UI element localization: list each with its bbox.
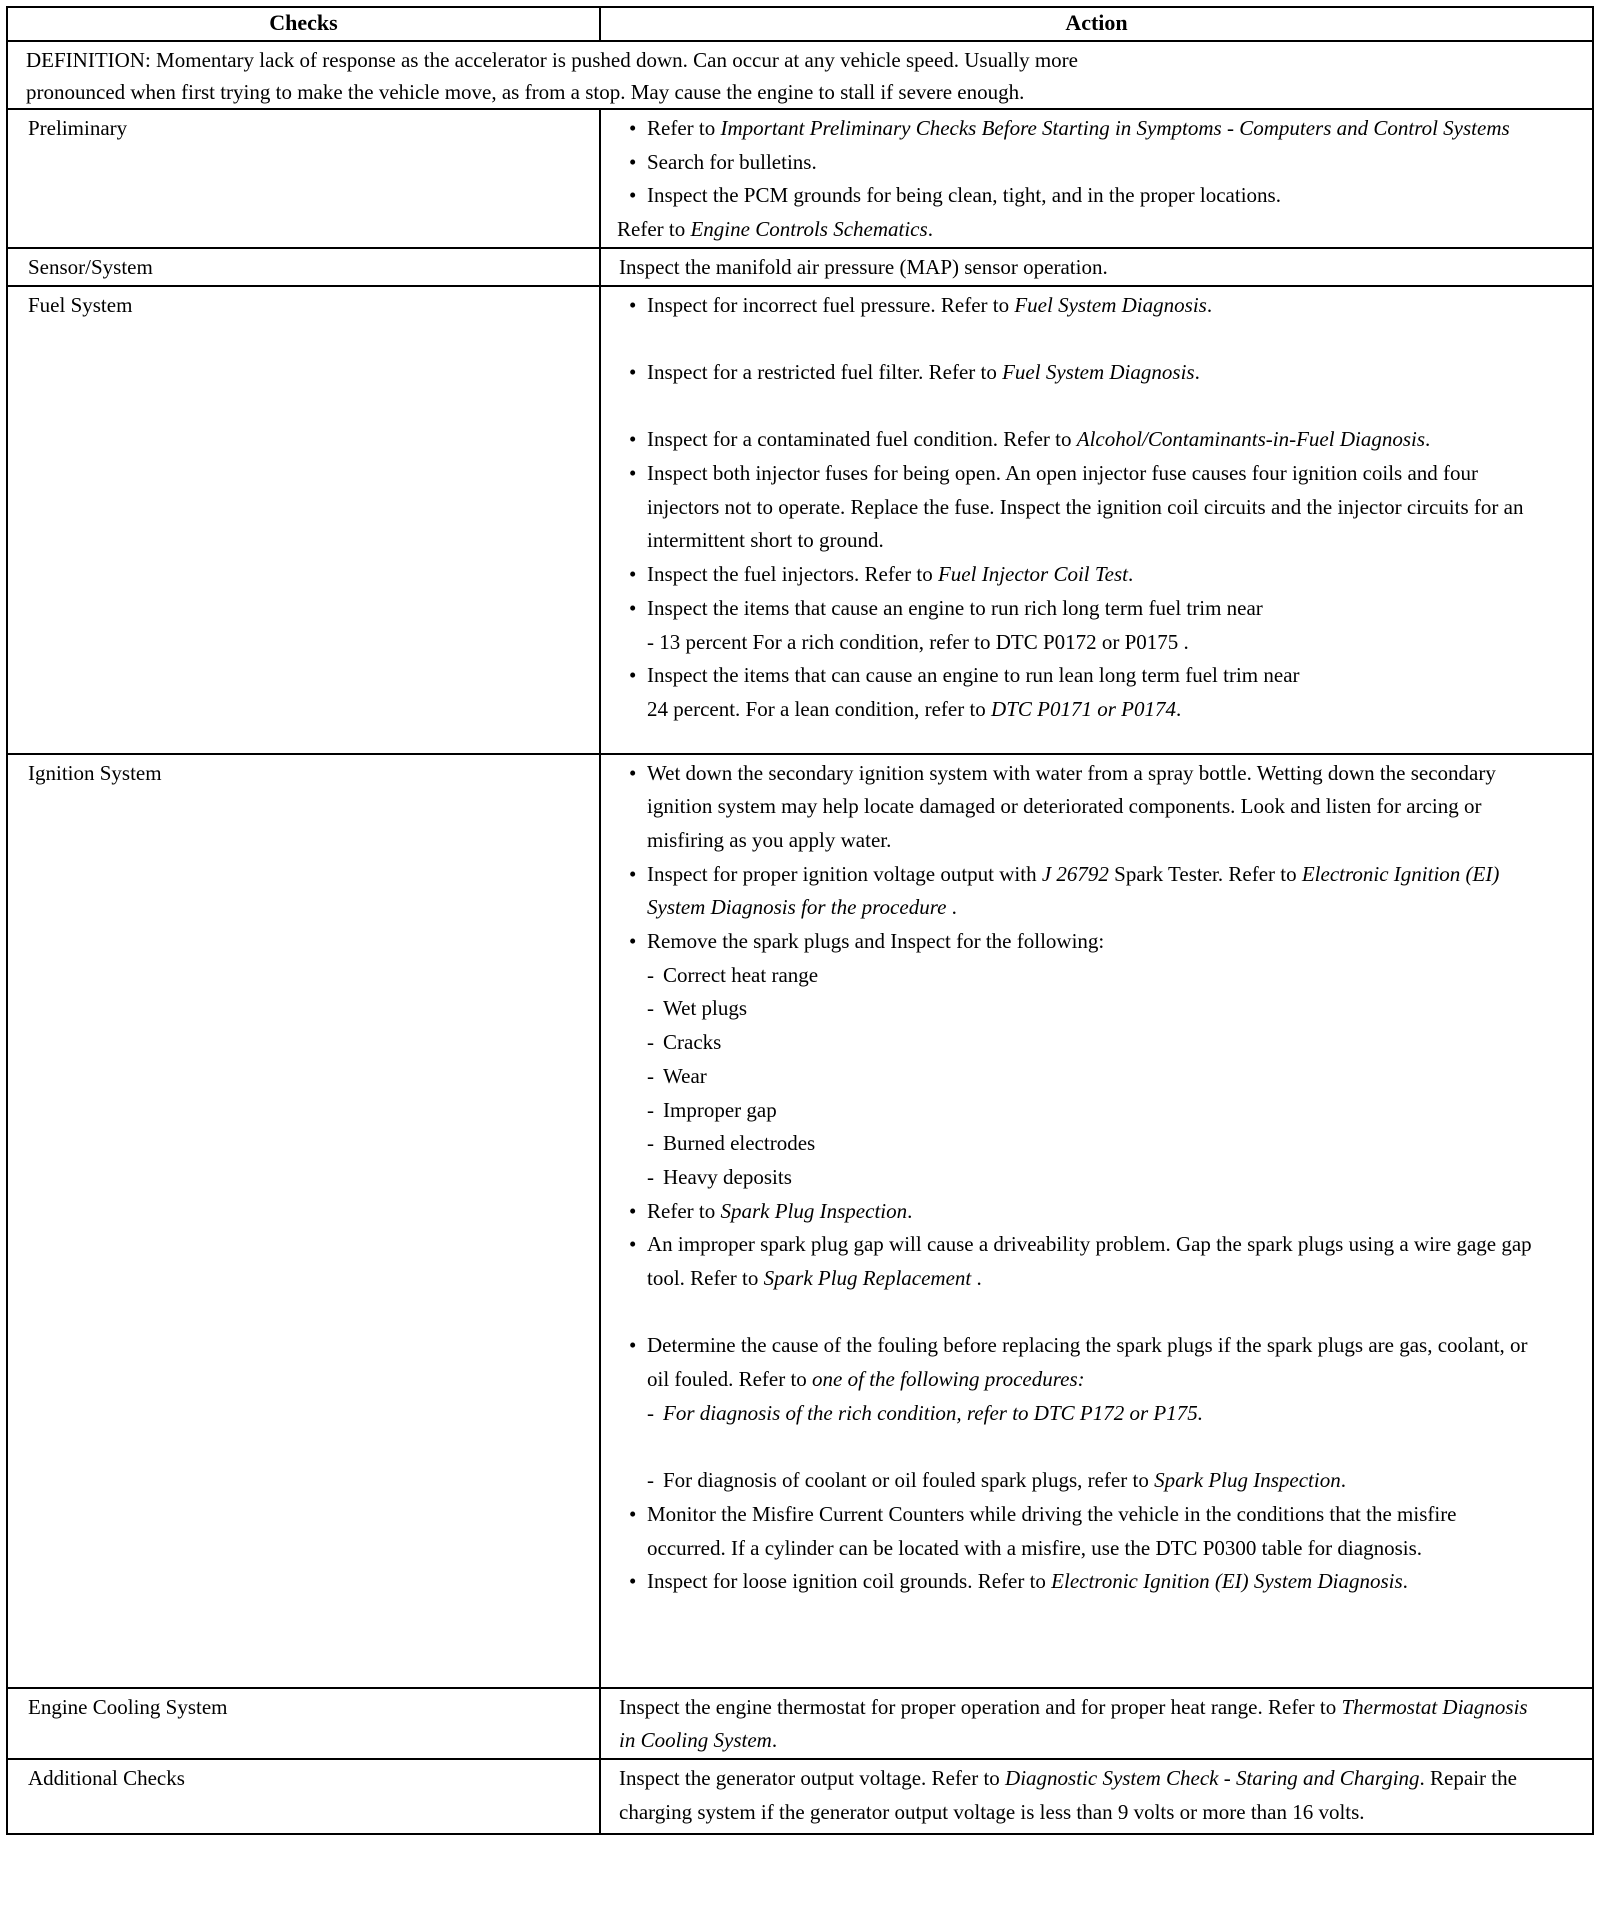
reference-link[interactable]: DTC P0171 or P0174	[991, 696, 1176, 721]
list-item: • Inspect the PCM grounds for being clean, tight, and in the proper locations.	[619, 179, 1532, 213]
reference-link[interactable]: Electronic Ignition (EI) System Diagnosis	[1051, 1569, 1403, 1594]
sub-item: - Correct heat range	[619, 959, 1532, 993]
reference-link[interactable]: Spark Plug Inspection	[1154, 1468, 1341, 1493]
table-row	[7, 1759, 1593, 1834]
reference-link[interactable]: Fuel System Diagnosis	[1014, 292, 1207, 317]
reference-link[interactable]: Electronic Ignition (EI) System Diagnosis for the procedure	[647, 861, 1500, 920]
tool-reference: J 26792	[1041, 861, 1109, 886]
list-item: • Search for bulletins.	[619, 146, 1532, 180]
list-item: • Inspect for a contaminated fuel condition. Refer to Alcohol/Contaminants-in-Fuel Diagnosis.	[619, 423, 1532, 457]
list-item: • An improper spark plug gap will cause a driveability problem. Gap the spark plugs using a wire gage gap tool. Refer to Spark Plug Replacement .	[619, 1228, 1532, 1295]
list-item: • Inspect for incorrect fuel pressure. Refer to Fuel System Diagnosis.	[619, 289, 1532, 323]
checks-header: Checks	[7, 7, 600, 41]
check-ignition-system: Ignition System	[7, 754, 600, 1688]
reference-link[interactable]: Diagnostic System Check - Staring and Charging	[1005, 1765, 1420, 1790]
list-item: • Monitor the Misfire Current Counters while driving the vehicle in the conditions that the misfire occurred. If a cylinder can be located with a misfire, use the DTC P0300 table for diagnosis.	[619, 1498, 1532, 1565]
header-row	[7, 7, 1593, 41]
list-item: • Inspect both injector fuses for being open. An open injector fuse causes four ignition coils and four injectors not to operate. Replace the fuse. Inspect the ignition coil circuits and the injector circuits for an intermittent short to ground.	[619, 457, 1532, 558]
sub-item: - For diagnosis of coolant or oil fouled spark plugs, refer to Spark Plug Inspection.	[619, 1464, 1532, 1498]
reference-link[interactable]: Engine Controls Schematics	[690, 217, 928, 242]
action-engine-cooling: Inspect the engine thermostat for proper operation and for proper heat range. Refer to Thermostat Diagnosis in Cooling System.	[600, 1688, 1593, 1759]
list-item: • Inspect for a restricted fuel filter. Refer to Fuel System Diagnosis.	[619, 356, 1532, 390]
list-item: • Wet down the secondary ignition system with water from a spray bottle. Wetting down the secondary ignition system may help locate damaged or deteriorated components. Look and listen for arcing or misfiring as you apply water.	[619, 757, 1532, 858]
reference-link[interactable]: Fuel System Diagnosis	[1002, 359, 1195, 384]
table-row	[7, 286, 1593, 754]
reference-link[interactable]: Spark Plug Replacement	[763, 1266, 972, 1291]
table-row	[7, 109, 1593, 248]
list-item: • Inspect the fuel injectors. Refer to Fuel Injector Coil Test.	[619, 558, 1532, 592]
list-item: • Remove the spark plugs and Inspect for the following:	[619, 925, 1532, 959]
sub-item: - Wear	[619, 1060, 1532, 1094]
list-item-continuation: 24 percent. For a lean condition, refer to DTC P0171 or P0174.	[647, 696, 1182, 721]
list-item: • Inspect for loose ignition coil grounds. Refer to Electronic Ignition (EI) System Diagnosis.	[619, 1565, 1532, 1599]
check-sensor-system: Sensor/System	[7, 248, 600, 286]
sub-item: - Burned electrodes	[619, 1127, 1532, 1161]
sub-item: - For diagnosis of the rich condition, refer to DTC P172 or P175.	[619, 1397, 1532, 1431]
definition-row	[7, 41, 1593, 109]
sub-item: - Cracks	[619, 1026, 1532, 1060]
diagnostic-table-page	[6, 6, 1592, 1835]
check-preliminary: Preliminary	[7, 109, 600, 248]
list-item: • Refer to Spark Plug Inspection.	[619, 1195, 1532, 1229]
action-header: Action	[600, 7, 1593, 41]
reference-link[interactable]: Spark Plug Inspection	[720, 1198, 908, 1223]
reference-link[interactable]: Important Preliminary Checks Before Starting in Symptoms - Computers and Control Systems	[720, 116, 1510, 140]
action-sensor-system: Inspect the manifold air pressure (MAP) sensor operation.	[600, 248, 1593, 286]
definition-line-2: pronounced when first trying to make the vehicle move, as from a stop. May cause the engine to stall if severe enough.	[26, 80, 1025, 104]
reference-link[interactable]: one of the following procedures:	[812, 1367, 1085, 1392]
reference-link[interactable]: Fuel Injector Coil Test	[937, 562, 1128, 587]
table-row	[7, 248, 1593, 286]
list-item: • Inspect the items that can cause an engine to run lean long term fuel trim near	[619, 659, 1532, 693]
table-row	[7, 754, 1593, 1688]
check-additional: Additional Checks	[7, 1759, 600, 1834]
refer-line: Refer to Engine Controls Schematics.	[617, 217, 933, 242]
check-engine-cooling: Engine Cooling System	[7, 1688, 600, 1759]
action-ignition-system	[600, 754, 1593, 1688]
sub-item: - Improper gap	[619, 1094, 1532, 1128]
list-item: • Inspect for proper ignition voltage output with J 26792 Spark Tester. Refer to Electronic Ignition (EI) System Diagnosis for the procedure .	[619, 858, 1532, 925]
reference-link[interactable]: Thermostat Diagnosis in Cooling System	[619, 1694, 1528, 1753]
action-preliminary	[600, 109, 1593, 248]
definition-cell	[7, 41, 1593, 109]
list-item: • Refer to Important Preliminary Checks Before Starting in Symptoms - Computers and Control Systems	[619, 112, 1532, 146]
list-item-continuation: - 13 percent For a rich condition, refer to DTC P0172 or P0175 .	[647, 629, 1189, 654]
list-item: • Inspect the items that cause an engine to run rich long term fuel trim near	[619, 592, 1532, 626]
definition-line-1: DEFINITION: Momentary lack of response as the accelerator is pushed down. Can occur at any vehicle speed. Usually more	[26, 48, 1078, 72]
action-fuel-system	[600, 286, 1593, 754]
reference-link[interactable]: Alcohol/Contaminants-in-Fuel Diagnosis	[1076, 427, 1425, 452]
diagnostic-table	[6, 6, 1594, 1835]
check-fuel-system: Fuel System	[7, 286, 600, 754]
action-additional: Inspect the generator output voltage. Refer to Diagnostic System Check - Staring and Charging. Repair the charging system if the generator output voltage is less than 9 volts or more than 16 volts.	[600, 1759, 1593, 1834]
table-row	[7, 1688, 1593, 1759]
sub-item: - Wet plugs	[619, 992, 1532, 1026]
sub-item: - Heavy deposits	[619, 1161, 1532, 1195]
list-item: • Determine the cause of the fouling before replacing the spark plugs if the spark plugs are gas, coolant, or oil fouled. Refer to one of the following procedures:	[619, 1329, 1532, 1396]
